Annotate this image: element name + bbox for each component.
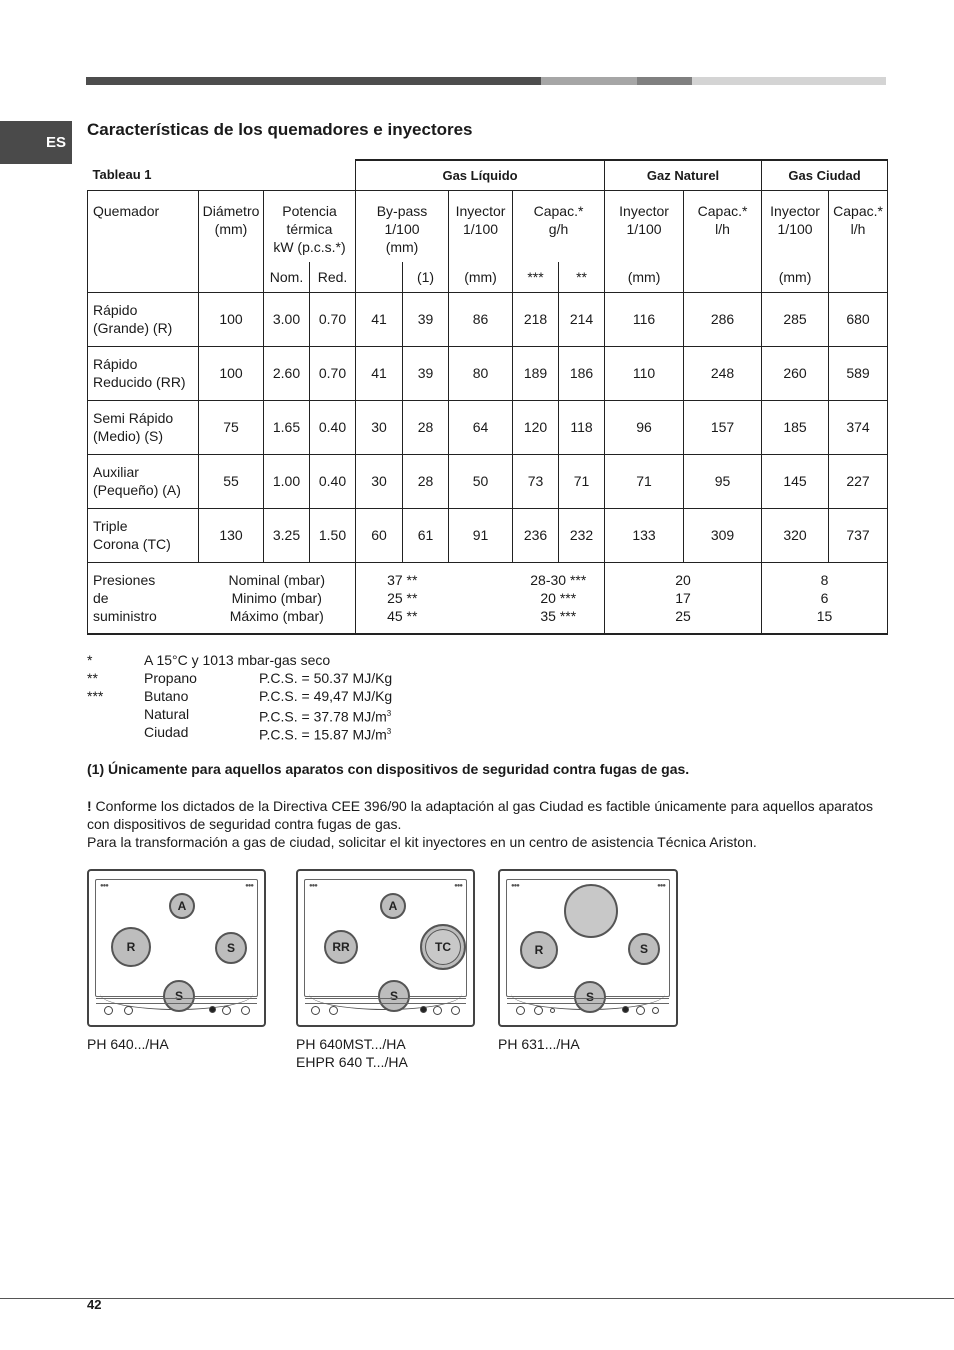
- knob-icon[interactable]: [534, 1006, 543, 1015]
- control-panel: [507, 998, 669, 1004]
- language-tab: ES: [0, 121, 72, 164]
- cell-capac-city: 227: [829, 454, 888, 508]
- burner-icon: S: [215, 932, 247, 964]
- cell-inyector-nat: 96: [605, 400, 684, 454]
- top-color-bar: [86, 77, 886, 85]
- header-red: Red.: [310, 262, 356, 292]
- row-burner-name: Triple Corona (TC): [88, 508, 199, 562]
- hob-top: [506, 879, 670, 1004]
- footnote-symbol: [87, 723, 144, 741]
- table-row: [88, 508, 888, 562]
- footnote-pcs: P.C.S. = 37.78 $MJ/m^3$: [259, 708, 392, 725]
- footnote-row: [87, 669, 392, 687]
- footnote-gas: Butano: [144, 688, 189, 704]
- pressure-row: [88, 562, 888, 634]
- header-star2: **: [559, 262, 605, 292]
- cell-bypass-1: 39: [403, 292, 449, 346]
- corner-mark: ●●●: [245, 883, 253, 889]
- burner-icon: S: [378, 980, 410, 1012]
- cell-capac-butano: 218: [513, 292, 559, 346]
- footnote-row: [87, 687, 392, 705]
- model-label-3: PH 631.../HA: [498, 1036, 580, 1052]
- bypass-note: (1) Únicamente para aquellos aparatos con dispositivos de seguridad contra fugas de gas.: [87, 761, 690, 777]
- cell-capac-butano: 120: [513, 400, 559, 454]
- table-row: [88, 400, 888, 454]
- cell-red: 0.70: [310, 346, 356, 400]
- cell-bypass-1: 28: [403, 454, 449, 508]
- footnote-symbol: ***: [87, 688, 104, 704]
- knob-icon[interactable]: [451, 1006, 460, 1015]
- footnote-text: A 15°C y 1013 mbar-gas seco: [144, 652, 331, 668]
- cell-capac-propano: 232: [559, 508, 605, 562]
- burner-spec-table: [87, 159, 888, 635]
- header-diametro: Diámetro (mm): [199, 190, 264, 292]
- cell-bypass: 41: [356, 292, 403, 346]
- cell-capac-nat: 286: [684, 292, 762, 346]
- burner-icon: R: [520, 931, 558, 969]
- cell-inyector-nat: 71: [605, 454, 684, 508]
- warning-note: [87, 797, 887, 851]
- pressure-spacer: [449, 562, 513, 634]
- hob-top: [304, 879, 467, 1003]
- cell-capac-nat: 309: [684, 508, 762, 562]
- cell-inyector-city: 320: [762, 508, 829, 562]
- knob-icon[interactable]: [420, 1006, 427, 1013]
- footnotes: [87, 651, 392, 741]
- burner-icon: S: [163, 980, 195, 1012]
- cell-nom: 1.00: [264, 454, 310, 508]
- header-star3: ***: [513, 262, 559, 292]
- cell-bypass: 30: [356, 454, 403, 508]
- pressure-natural: 20 17 25: [605, 562, 762, 634]
- header-inyector-city-unit: (mm): [762, 262, 829, 292]
- knob-icon[interactable]: [433, 1006, 442, 1015]
- header-quemador: Quemador: [88, 190, 199, 292]
- hob-diagram-1: [87, 869, 266, 1027]
- warning-text: Conforme los dictados de la Directiva CEE 396/90 la adaptación al gas Ciudad es factible únicamente para aquellos aparatos con dispositivos de seguridad contra fugas de gas.: [87, 798, 874, 832]
- cell-diam: 75: [199, 400, 264, 454]
- header-inyector-nat-unit: (mm): [605, 262, 684, 292]
- footnote-symbol: **: [87, 670, 98, 686]
- header-inyector-lpg: Inyector 1/100: [449, 190, 513, 262]
- header-capac-city: Capac.* l/h: [829, 190, 888, 292]
- knob-icon[interactable]: [124, 1006, 133, 1015]
- knob-icon[interactable]: [222, 1006, 231, 1015]
- table-name: Tableau 1: [92, 166, 152, 182]
- table-row: [88, 346, 888, 400]
- burner-icon: [564, 884, 618, 938]
- cell-capac-propano: 71: [559, 454, 605, 508]
- pressure-types: Nominal (mbar) Minimo (mbar) Máximo (mbar): [199, 562, 356, 634]
- footnote-pcs: P.C.S. = 15.87 $MJ/m^3$: [259, 726, 392, 743]
- cell-inyector-city: 145: [762, 454, 829, 508]
- burner-icon: A: [380, 893, 406, 919]
- burner-icon: A: [169, 893, 195, 919]
- cell-bypass: 41: [356, 346, 403, 400]
- header-nom: Nom.: [264, 262, 310, 292]
- knob-icon[interactable]: [241, 1006, 250, 1015]
- cell-capac-city: 589: [829, 346, 888, 400]
- cell-capac-propano: 214: [559, 292, 605, 346]
- cell-bypass-1: 61: [403, 508, 449, 562]
- hob-diagram-3: [498, 869, 678, 1027]
- cell-capac-propano: 186: [559, 346, 605, 400]
- cell-capac-city: 374: [829, 400, 888, 454]
- table-row: [88, 292, 888, 346]
- pressure-lpg-butano: 28-30 *** 20 *** 35 ***: [513, 562, 605, 634]
- burner-icon: TC: [420, 924, 466, 970]
- group-gas-liquido: Gas Líquido: [356, 160, 605, 190]
- hob-top: [95, 879, 258, 1003]
- header-bypass-note: (1): [403, 262, 449, 292]
- knob-icon[interactable]: [329, 1006, 338, 1015]
- knob-icon[interactable]: [550, 1008, 555, 1013]
- header-bypass-blank: [356, 262, 403, 292]
- cell-diam: 100: [199, 292, 264, 346]
- control-panel: [305, 998, 466, 1004]
- page-number: 42: [87, 1297, 102, 1312]
- cell-capac-city: 680: [829, 292, 888, 346]
- corner-mark: ●●●: [657, 883, 665, 889]
- corner-mark: ●●●: [309, 883, 317, 889]
- cell-red: 0.40: [310, 400, 356, 454]
- control-panel: [96, 998, 257, 1004]
- knob-icon[interactable]: [104, 1006, 113, 1015]
- row-burner-name: Auxiliar (Pequeño) (A): [88, 454, 199, 508]
- knob-icon[interactable]: [516, 1006, 525, 1015]
- header-inyector-city: Inyector 1/100: [762, 190, 829, 262]
- corner-mark: ●●●: [454, 883, 462, 889]
- cell-red: 0.70: [310, 292, 356, 346]
- header-inyector-nat: Inyector 1/100: [605, 190, 684, 262]
- cell-diam: 100: [199, 346, 264, 400]
- bar-segment: [637, 77, 692, 85]
- cell-inyector-nat: 110: [605, 346, 684, 400]
- knob-icon[interactable]: [311, 1006, 320, 1015]
- warning-icon: !: [87, 798, 92, 814]
- warning-text-2: Para la transformación a gas de ciudad, solicitar el kit inyectores en un centro de asistencia Técnica Ariston.: [87, 834, 757, 850]
- knob-icon[interactable]: [622, 1006, 629, 1013]
- page-title: Características de los quemadores e inyectores: [87, 120, 473, 139]
- knob-icon[interactable]: [209, 1006, 216, 1013]
- cell-nom: 1.65: [264, 400, 310, 454]
- footnote-gas: Propano: [144, 670, 197, 686]
- footer-rule: [0, 1298, 954, 1299]
- pressure-label: Presiones de suministro: [88, 562, 199, 634]
- cell-inyector-lpg: 91: [449, 508, 513, 562]
- cell-bypass: 60: [356, 508, 403, 562]
- cell-capac-nat: 157: [684, 400, 762, 454]
- footnote-row: [87, 651, 392, 669]
- footnote-symbol: *: [87, 652, 93, 668]
- model-label-1: PH 640.../HA: [87, 1036, 169, 1052]
- bar-segment: [86, 77, 541, 85]
- header-bypass: By-pass 1/100 (mm): [356, 190, 449, 262]
- cell-diam: 130: [199, 508, 264, 562]
- cell-red: 1.50: [310, 508, 356, 562]
- row-burner-name: Rápido Reducido (RR): [88, 346, 199, 400]
- cell-inyector-nat: 116: [605, 292, 684, 346]
- cell-capac-nat: 248: [684, 346, 762, 400]
- footnote-gas: Ciudad: [144, 724, 189, 740]
- header-capac-nat: Capac.* l/h: [684, 190, 762, 292]
- row-burner-name: Semi Rápido (Medio) (S): [88, 400, 199, 454]
- burner-icon: RR: [324, 930, 358, 964]
- cell-capac-butano: 73: [513, 454, 559, 508]
- corner-mark: ●●●: [100, 883, 108, 889]
- cell-red: 0.40: [310, 454, 356, 508]
- group-gas-ciudad: Gas Ciudad: [762, 160, 888, 190]
- cell-nom: 3.00: [264, 292, 310, 346]
- cell-bypass-1: 39: [403, 346, 449, 400]
- footnote-pcs: P.C.S. = 50.37 MJ/Kg: [259, 670, 393, 686]
- cell-bypass-1: 28: [403, 400, 449, 454]
- cell-capac-propano: 118: [559, 400, 605, 454]
- knob-icon[interactable]: [652, 1007, 659, 1014]
- burner-icon: R: [111, 927, 151, 967]
- burner-icon: S: [574, 981, 606, 1013]
- footnote-symbol: [87, 705, 144, 723]
- model-label-2: PH 640MST.../HA EHPR 640 T.../HA: [296, 1036, 408, 1070]
- row-burner-name: Rápido (Grande) (R): [88, 292, 199, 346]
- cell-capac-butano: 236: [513, 508, 559, 562]
- cell-inyector-lpg: 80: [449, 346, 513, 400]
- cell-capac-butano: 189: [513, 346, 559, 400]
- knob-icon[interactable]: [636, 1006, 645, 1015]
- burner-icon: S: [628, 933, 660, 965]
- header-potencia: Potencia térmica kW (p.c.s.*): [264, 190, 356, 262]
- pressure-lpg-propano: 37 ** 25 ** 45 **: [356, 562, 449, 634]
- header-capac-lpg: Capac.* g/h: [513, 190, 605, 262]
- cell-capac-nat: 95: [684, 454, 762, 508]
- footnote-pcs: P.C.S. = 49,47 MJ/Kg: [259, 688, 393, 704]
- cell-inyector-city: 185: [762, 400, 829, 454]
- cell-inyector-lpg: 50: [449, 454, 513, 508]
- corner-mark: ●●●: [511, 883, 519, 889]
- table-row: [88, 454, 888, 508]
- group-gaz-naturel: Gaz Naturel: [605, 160, 762, 190]
- cell-nom: 2.60: [264, 346, 310, 400]
- cell-inyector-city: 260: [762, 346, 829, 400]
- cell-capac-city: 737: [829, 508, 888, 562]
- hob-diagram-2: [296, 869, 475, 1027]
- cell-inyector-city: 285: [762, 292, 829, 346]
- header-inyector-lpg-unit: (mm): [449, 262, 513, 292]
- bar-segment: [541, 77, 637, 85]
- footnote-row: [87, 705, 392, 723]
- cell-diam: 55: [199, 454, 264, 508]
- cell-inyector-lpg: 64: [449, 400, 513, 454]
- cell-bypass: 30: [356, 400, 403, 454]
- cell-inyector-nat: 133: [605, 508, 684, 562]
- cell-nom: 3.25: [264, 508, 310, 562]
- footnote-gas: Natural: [144, 706, 190, 722]
- footnote-row: [87, 723, 392, 741]
- cell-inyector-lpg: 86: [449, 292, 513, 346]
- bar-segment: [692, 77, 886, 85]
- pressure-city: 8 6 15: [762, 562, 888, 634]
